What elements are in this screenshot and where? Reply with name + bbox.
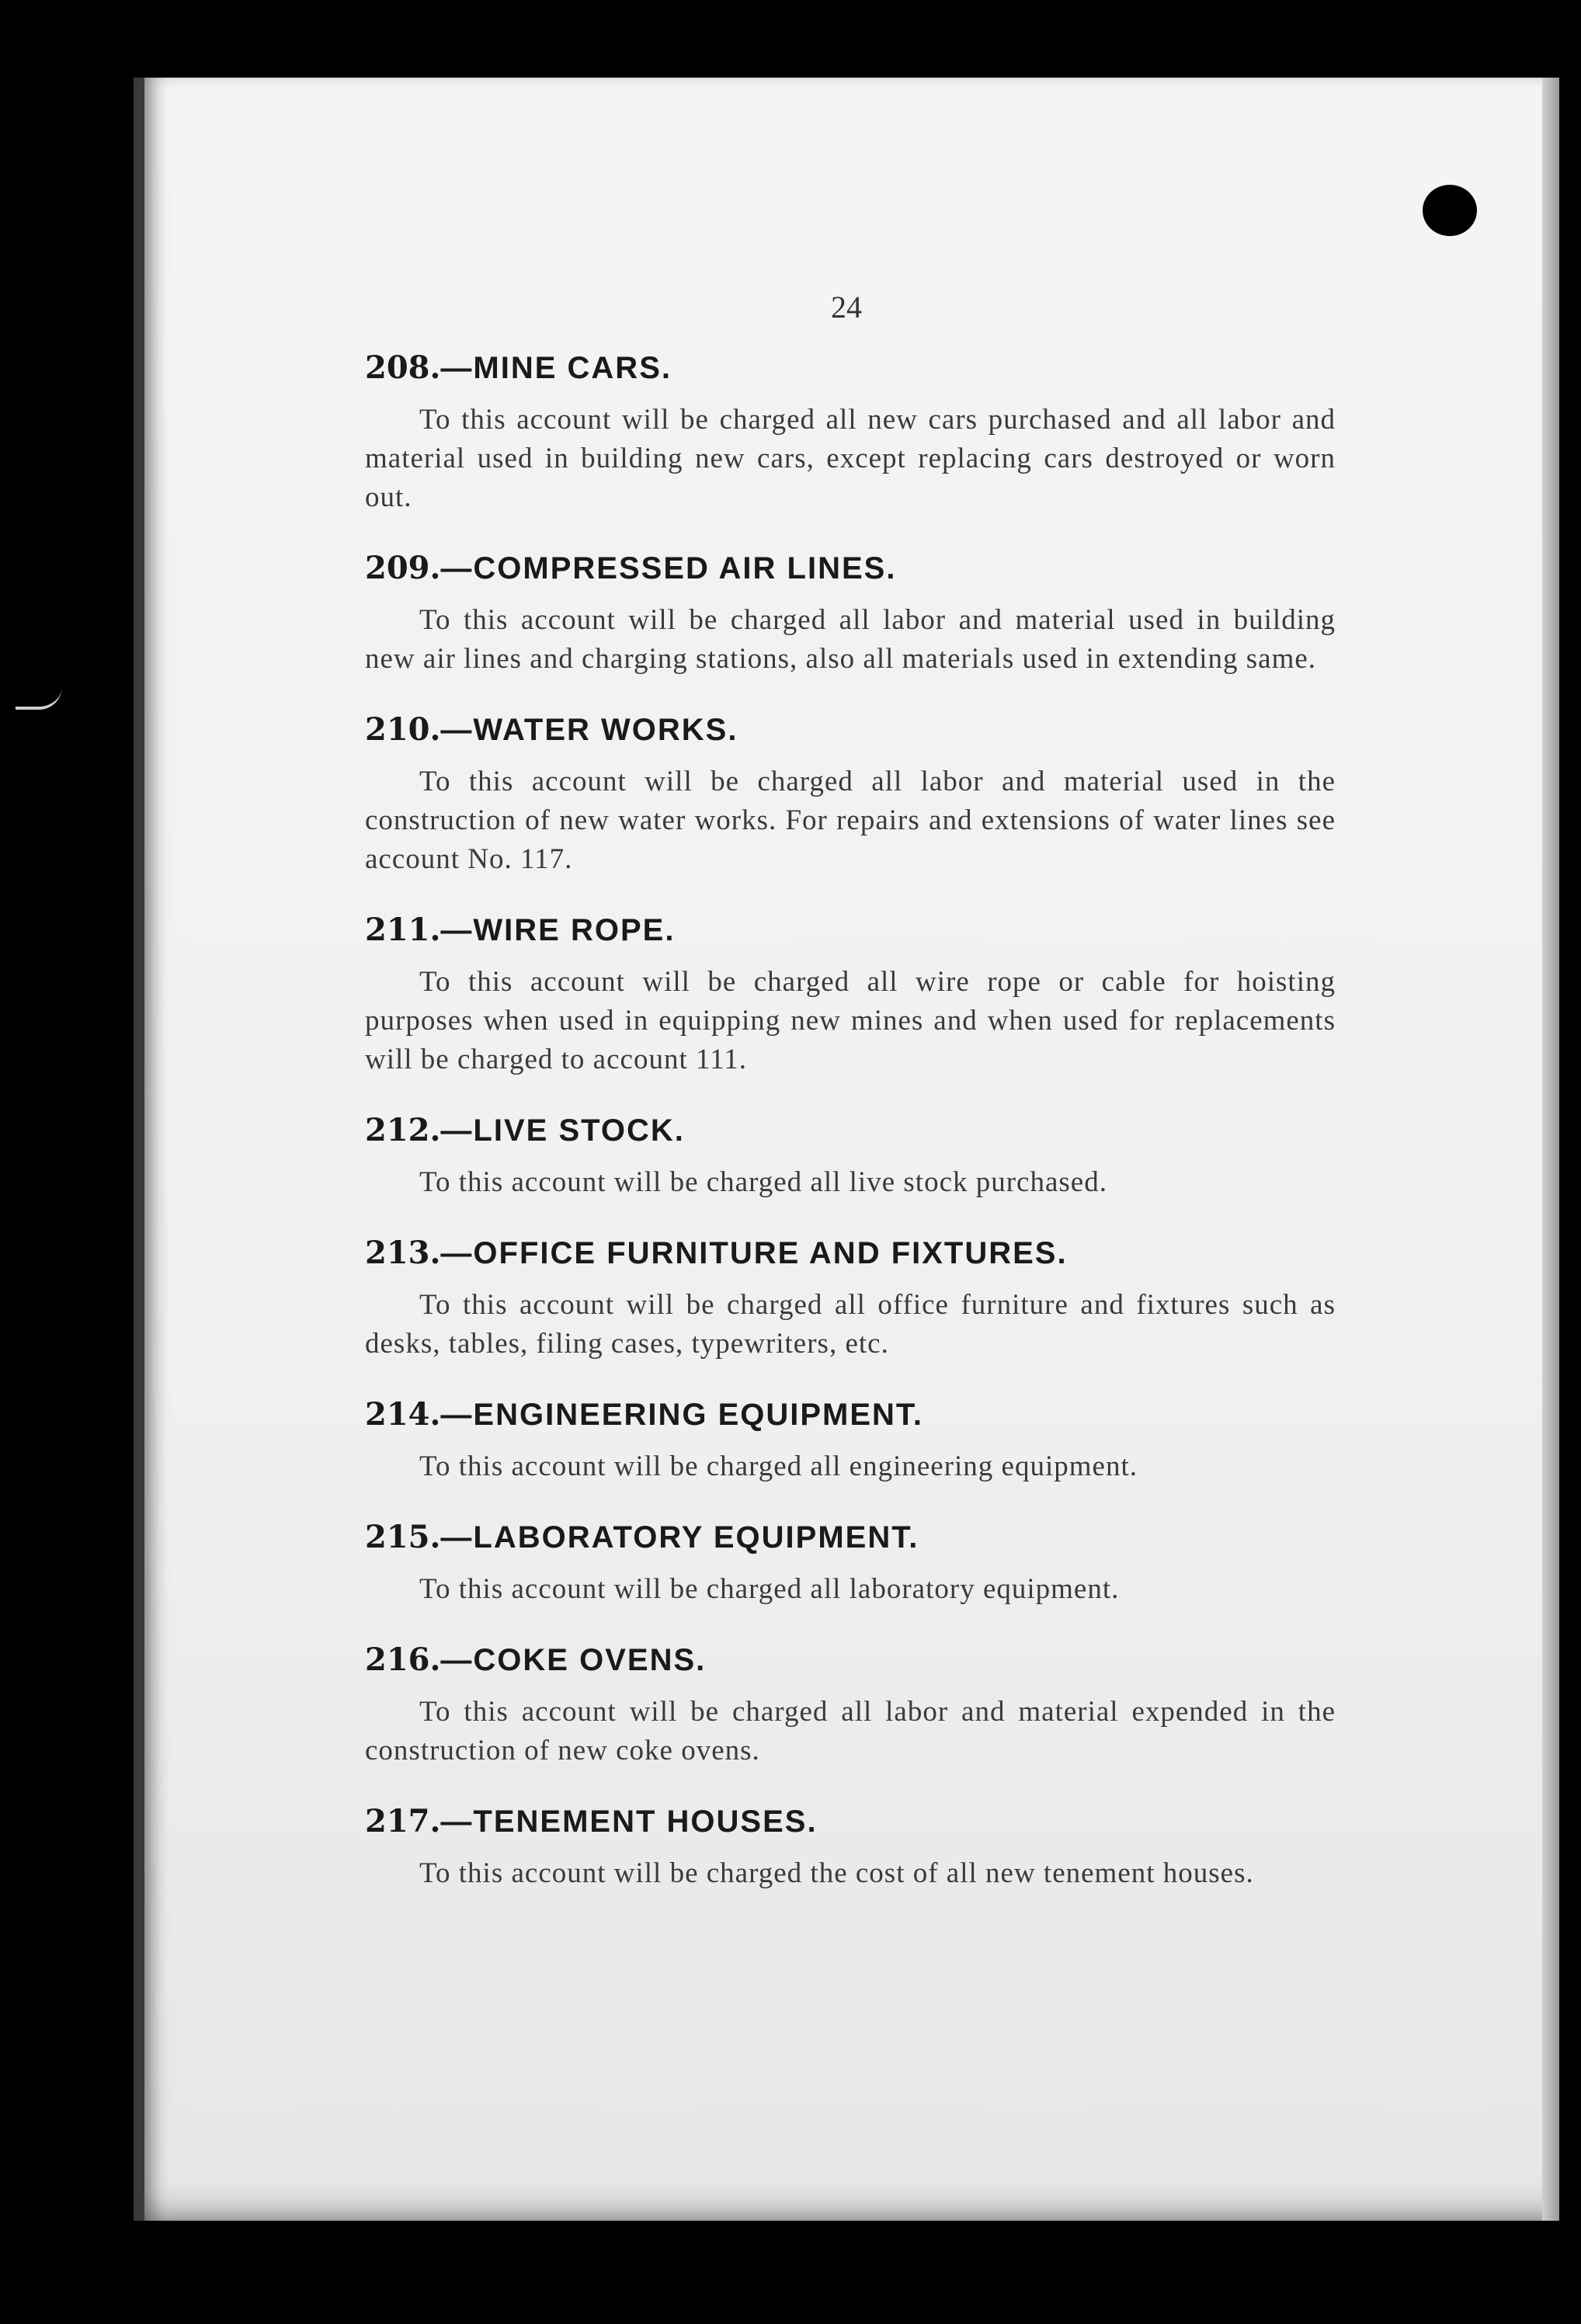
scan-artifact [16,683,62,710]
account-title: —COKE OVENS. [440,1643,707,1677]
entry-description: To this account will be charged all laboratory equipment. [419,1573,1120,1605]
entry-description: To this account will be charged all wire rope or cable for hoisting purposes when used in equipping new mines and when used for replacements will be charged to account 111. [365,966,1336,1075]
account-entry [365,1803,1336,1893]
account-entry [365,1112,1336,1202]
entry-description: To this account will be charged all labor and material used in the construction of new water works. For repairs and extensions of water lines see account No. 117. [365,766,1336,875]
account-title: —TENEMENT HOUSES. [440,1805,818,1839]
entry-description: To this account will be charged all engineering equipment. [419,1450,1138,1482]
entry-description: To this account will be charged the cost of all new tenement houses. [419,1857,1254,1889]
entry-heading [365,1641,1336,1679]
account-number: 211. [365,912,441,948]
account-number: 216. [365,1641,441,1678]
entry-description: To this account will be charged all labor and material expended in the construction of new coke ovens. [365,1696,1336,1766]
account-title: —MINE CARS. [440,351,672,385]
entry-description: To this account will be charged all labor and material used in building new air lines and charging stations, also all materials used in extending same. [365,604,1336,675]
account-number: 215. [365,1519,441,1555]
page-number: 24 [831,290,862,325]
account-number: 208. [365,349,441,386]
entry-heading [365,1519,1336,1556]
account-number: 213. [365,1235,441,1271]
account-entry [365,550,1336,679]
page-edge [1542,78,1559,2221]
account-number: 212. [365,1112,441,1148]
account-title: —ENGINEERING EQUIPMENT. [440,1398,924,1432]
account-number: 210. [365,711,441,748]
account-title: —COMPRESSED AIR LINES. [440,551,897,585]
entry-heading [365,1235,1336,1272]
entry-heading [365,912,1336,949]
account-entry [365,711,1336,879]
entry-heading [365,349,1336,387]
entry-description: To this account will be charged all live stock purchased. [419,1166,1107,1198]
account-number: 209. [365,550,441,586]
entry-heading [365,711,1336,749]
entry-heading [365,1396,1336,1433]
account-title: —WATER WORKS. [440,713,738,747]
entry-description: To this account will be charged all office furniture and fixtures such as desks, tables, filing cases, typewriters, etc. [365,1289,1336,1360]
account-entry [365,349,1336,517]
entry-heading [365,1803,1336,1840]
account-title: —WIRE ROPE. [440,913,676,947]
account-number: 214. [365,1396,441,1433]
entry-heading [365,1112,1336,1149]
account-entry [365,1519,1336,1609]
account-title: —LIVE STOCK. [440,1113,685,1148]
account-entries [365,349,1336,1926]
account-entry [365,1396,1336,1486]
account-title: —OFFICE FURNITURE AND FIXTURES. [440,1236,1068,1270]
entry-description: To this account will be charged all new cars purchased and all labor and material used in building new cars, except replacing cars destroyed or worn out. [365,404,1336,513]
account-entry [365,1641,1336,1770]
account-entry [365,912,1336,1079]
punch-hole [1423,185,1477,236]
account-title: —LABORATORY EQUIPMENT. [440,1520,919,1555]
account-number: 217. [365,1803,441,1839]
account-entry [365,1235,1336,1363]
entry-heading [365,550,1336,587]
